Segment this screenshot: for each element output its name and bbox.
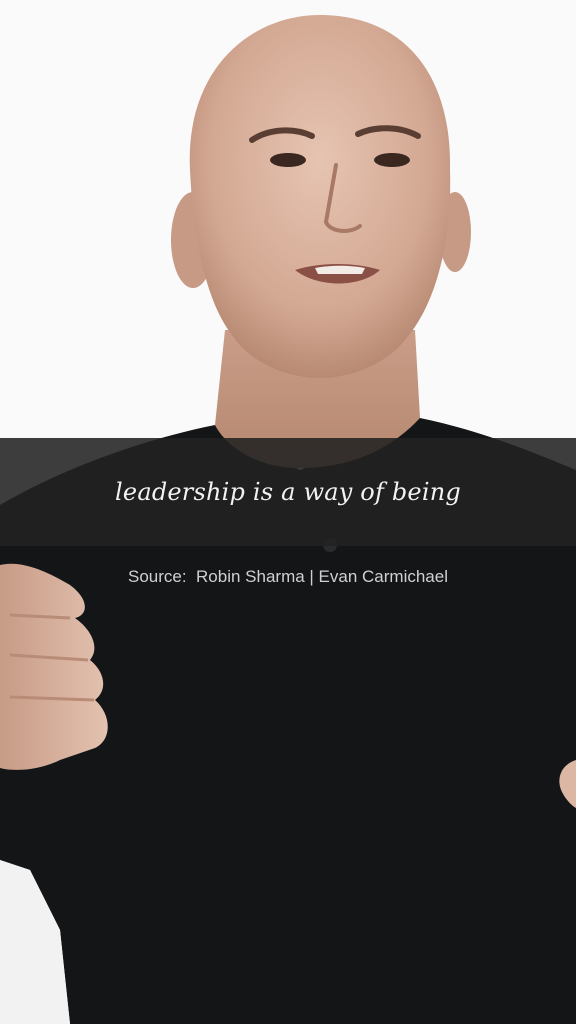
right-eye [374,153,410,167]
source-credit: Source: Robin Sharma | Evan Carmichael [127,567,448,586]
teeth [315,266,365,274]
caption-band [0,438,576,546]
head [190,15,450,378]
quote-caption: leadership is a way of being [115,478,461,506]
left-eye [270,153,306,167]
